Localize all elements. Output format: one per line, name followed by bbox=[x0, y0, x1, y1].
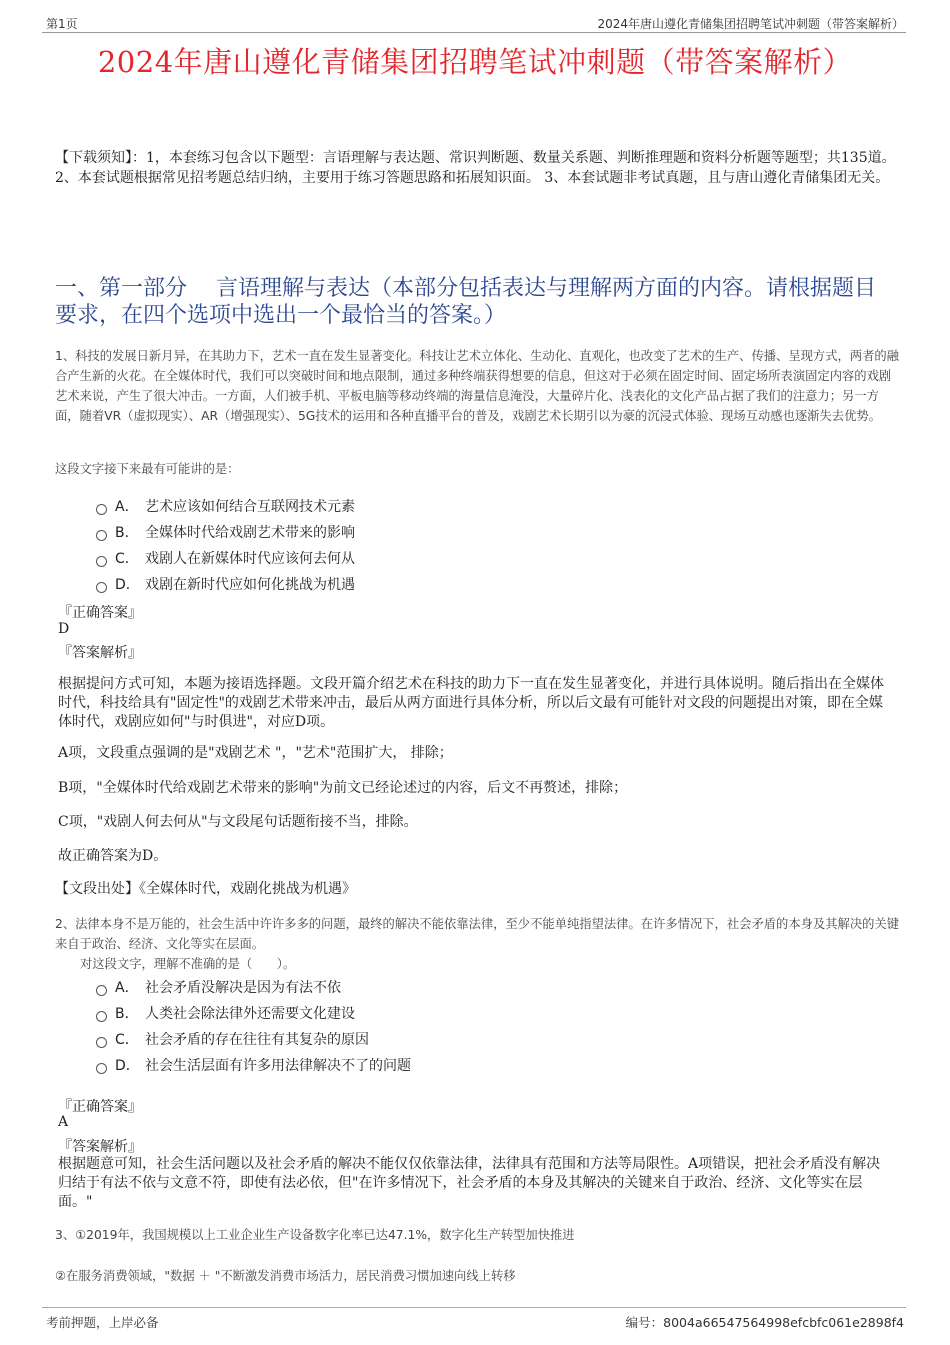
question-1-answer: D bbox=[58, 621, 70, 637]
radio-icon[interactable] bbox=[96, 504, 107, 515]
question-1-option-d[interactable]: D． 戏剧在新时代应如何化挑战为机遇 bbox=[96, 574, 355, 594]
header-doc-title: 2024年唐山遵化青储集团招聘笔试冲刺题（带答案解析） bbox=[597, 17, 904, 31]
radio-icon[interactable] bbox=[96, 556, 107, 567]
question-1-conclusion: 故正确答案为D。 bbox=[58, 848, 168, 864]
header-divider bbox=[42, 32, 906, 33]
question-2-option-c[interactable]: C． 社会矛盾的存在往往有其复杂的原因 bbox=[96, 1029, 369, 1049]
question-1-option-b[interactable]: B． 全媒体时代给戏剧艺术带来的影响 bbox=[96, 522, 355, 542]
question-2-option-b[interactable]: B． 人类社会除法律外还需要文化建设 bbox=[96, 1003, 355, 1023]
footer-slogan: 考前押题，上岸必备 bbox=[46, 1315, 159, 1330]
section-heading: 一、第一部分 言语理解与表达（本部分包括表达与理解两方面的内容。请根据题目要求，在四个选项中选出一个最恰当的答案。） bbox=[55, 276, 876, 328]
document-id: 编号：8004a66547564998efcbfc061e2898f4 bbox=[625, 1315, 904, 1330]
question-1-analysis-b: B项，"全媒体时代给戏剧艺术带来的影响"为前文已经论述过的内容，后文不再赘述，排除； bbox=[58, 780, 628, 796]
question-1-analysis: 根据提问方式可知，本题为接语选择题。文段开篇介绍艺术在科技的助力下一直在发生显著变化，并进行具体说明。随后指出在全媒体时代，科技给具有"固定性"的戏剧艺术带来冲击，最后从两方面进行具体分析，所以后文最有可能针对文段的问题提出对策，即在全媒体时代，戏剧应如何"与时俱进"，对应D项。 bbox=[58, 676, 884, 730]
question-2-option-a[interactable]: A． 社会矛盾没解决是因为有法不依 bbox=[96, 977, 341, 997]
question-1-analysis-a: A项，文段重点强调的是"戏剧艺术 "，"艺术"范围扩大， 排除； bbox=[58, 745, 453, 761]
question-1-option-c[interactable]: C． 戏剧人在新媒体时代应该何去何从 bbox=[96, 548, 355, 568]
question-2-analysis-heading: 『答案解析』 bbox=[58, 1139, 142, 1155]
question-2-analysis: 根据题意可知，社会生活问题以及社会矛盾的解决不能仅仅依靠法律，法律具有范围和方法等局限性。A项错误，把社会矛盾没有解决归结于有法不依与文意不符，即使有法必依，但"在许多情况下，社会矛盾的本身及其解决的关键来自于政治、经济、文化等实在层面。" bbox=[58, 1156, 881, 1210]
question-1-analysis-c: C项，"戏剧人何去何从"与文段尾句话题衔接不当，排除。 bbox=[58, 814, 418, 830]
question-1-answer-heading: 『正确答案』 bbox=[58, 605, 142, 621]
radio-icon[interactable] bbox=[96, 582, 107, 593]
question-2-prompt: 对这段文字，理解不准确的是（ ）。 bbox=[80, 957, 296, 971]
question-1-prompt: 这段文字接下来最有可能讲的是： bbox=[55, 462, 240, 476]
question-3-line-2: ②在服务消费领域，"数据 ＋ "不断激发消费市场活力，居民消费习惯加速向线上转移 bbox=[55, 1269, 516, 1283]
footer-divider bbox=[42, 1307, 906, 1308]
question-1-stem: 1、科技的发展日新月异，在其助力下，艺术一直在发生显著变化。科技让艺术立体化、生动化、直观化，也改变了艺术的生产、传播、呈现方式，两者的融合产生新的火花。在全媒体时代，我们可以突破时间和地点限制，通过多种终端获得想要的信息，但这对于必须在固定时间、固定场所表演固定内容的戏剧艺术来说，产生了很大冲击。一方面，人们被手机、平板电脑等移动终端的海量信息淹没，大量碎片化、浅表化的文化产品占据了我们的注意力；另一方面，随着VR（虚拟现实）、AR（增强现实）、5G技术的运用和各种直播平台的普及，戏剧艺术长期引以为豪的沉浸式体验、现场互动感也逐渐失去优势。 bbox=[55, 349, 900, 423]
question-1-option-a[interactable]: A． 艺术应该如何结合互联网技术元素 bbox=[96, 496, 355, 516]
radio-icon[interactable] bbox=[96, 985, 107, 996]
radio-icon[interactable] bbox=[96, 1037, 107, 1048]
question-2-stem: 2、法律本身不是万能的，社会生活中许许多多的问题，最终的解决不能依靠法律，至少不能单纯指望法律。在许多情况下，社会矛盾的本身及其解决的关键来自于政治、经济、文化等实在层面。 bbox=[55, 917, 900, 951]
question-3-line-1: 3、①2019年，我国规模以上工业企业生产设备数字化率已达47.1%，数字化生产转型加快推进 bbox=[55, 1228, 575, 1242]
download-notice: 【下载须知】：1，本套练习包含以下题型：言语理解与表达题、常识判断题、数量关系题、判断推理题和资料分析题等题型；共135道。 2、本套试题根据常见招考题总结归纳，主要用于练习答题思路和拓展知识面。 3、本套试题非考试真题，且与唐山遵化青储集团无关。 bbox=[55, 150, 896, 186]
radio-icon[interactable] bbox=[96, 530, 107, 541]
question-2-answer: A bbox=[58, 1114, 69, 1130]
radio-icon[interactable] bbox=[96, 1011, 107, 1022]
question-1-source: 【文段出处】《全媒体时代，戏剧化挑战为机遇》 bbox=[55, 881, 356, 897]
question-1-analysis-heading: 『答案解析』 bbox=[58, 645, 142, 661]
page-number: 第1页 bbox=[46, 17, 78, 31]
question-2-option-d[interactable]: D． 社会生活层面有许多用法律解决不了的问题 bbox=[96, 1055, 411, 1075]
radio-icon[interactable] bbox=[96, 1063, 107, 1074]
question-2-answer-heading: 『正确答案』 bbox=[58, 1099, 142, 1115]
page-title: 2024年唐山遵化青储集团招聘笔试冲刺题（带答案解析） bbox=[97, 45, 853, 79]
